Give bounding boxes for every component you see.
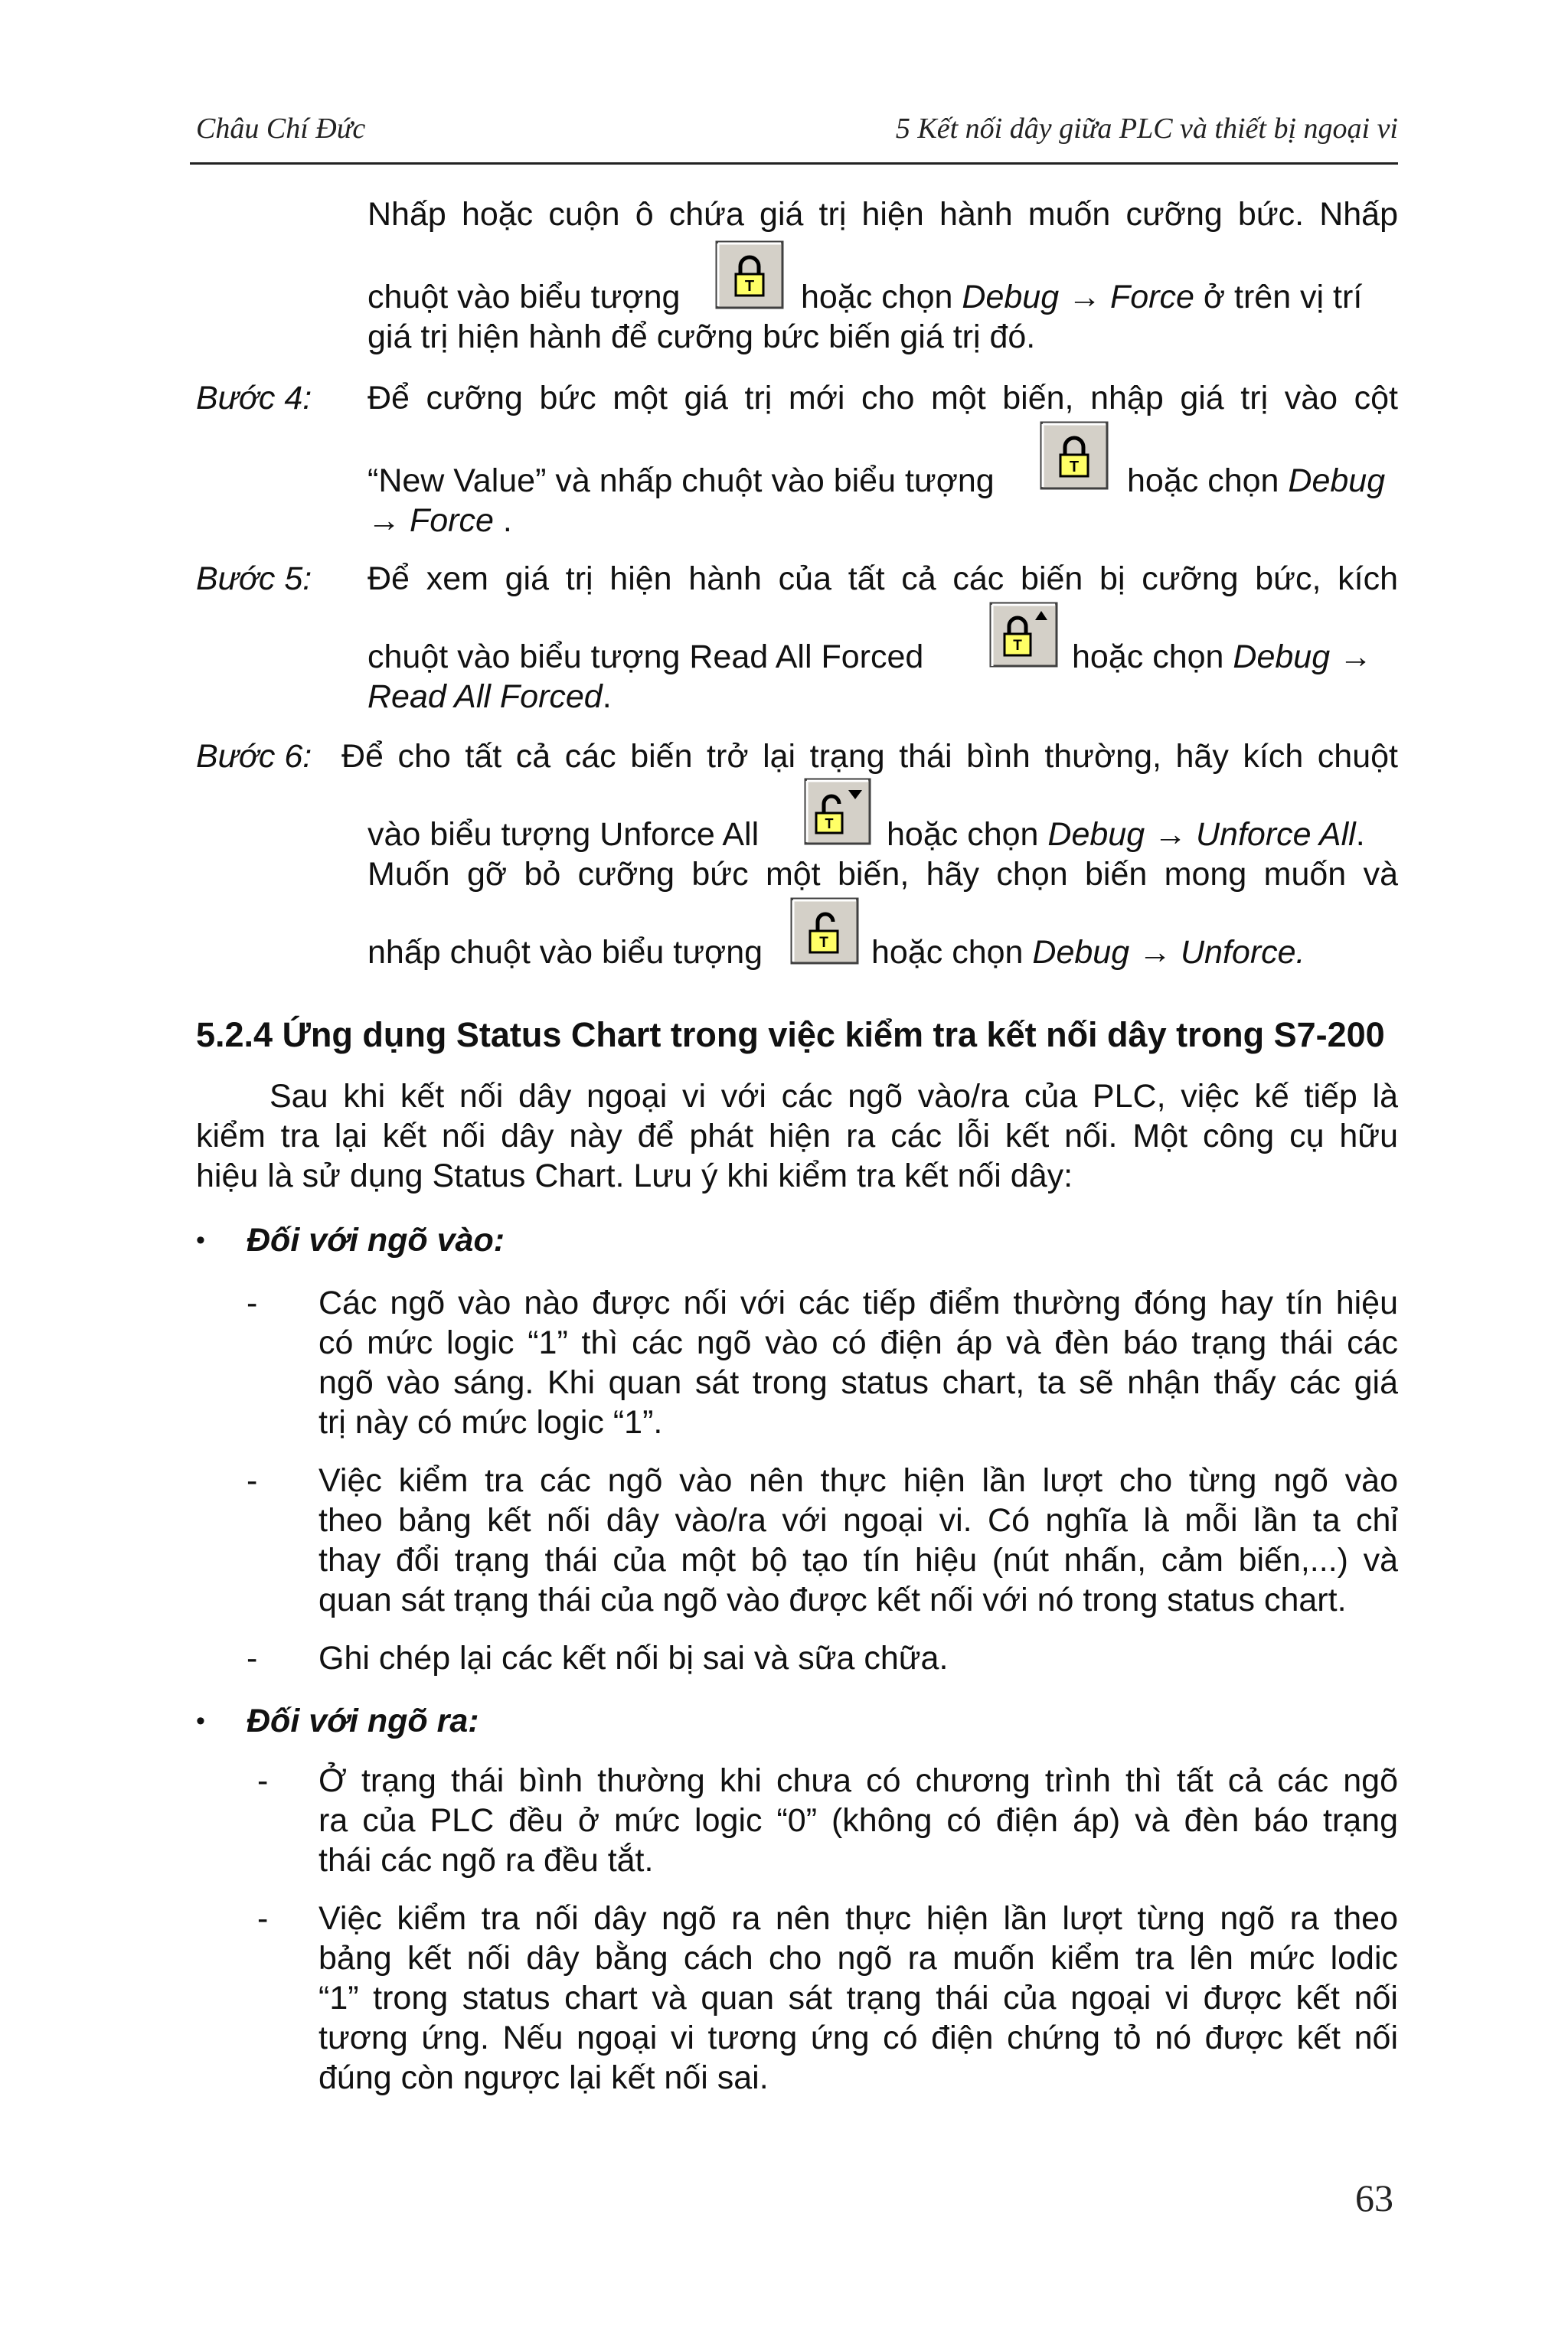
- step5-line1: Để xem giá trị hiện hành của tất cả các biến bị cưỡng bức, kích: [368, 560, 1398, 597]
- step4-menu-item: → Force: [368, 502, 494, 539]
- step5-menu-item: Read All Forced: [368, 678, 603, 715]
- step3-line2-cont: [801, 277, 1362, 317]
- outputs-item2-line: “1” trong status chart và quan sát trạng thái của ngoại vi được kết nối: [318, 1980, 1398, 2017]
- inputs-item1-line: có mức logic “1” thì các ngõ vào có điện áp và đèn báo trạng thái các: [318, 1324, 1398, 1361]
- step4-line3-tail: .: [493, 502, 512, 539]
- step5-line3-tail: .: [602, 678, 612, 715]
- step6-line1: Để cho tất cả các biến trở lại trạng thái bình thường, hãy kích chuột: [341, 738, 1398, 775]
- step4-line2-cont: [1127, 461, 1385, 501]
- inputs-title: Đối với ngõ vào:: [247, 1222, 505, 1259]
- step3-line2-text: chuột vào biểu tượng: [368, 279, 681, 315]
- outputs-item2-line: đúng còn ngược lại kết nối sai.: [318, 2059, 769, 2096]
- step5-line2-text: chuột vào biểu tượng Read All Forced: [368, 638, 924, 675]
- step3-or-choose: hoặc chọn: [801, 279, 962, 315]
- outputs-item1-line: ra của PLC đều ở mức logic “0” (không có điện áp) và đèn báo trạng: [318, 1802, 1398, 1839]
- inputs-item2-line: Việc kiểm tra các ngõ vào nên thực hiện lần lượt cho từng ngõ vào: [318, 1462, 1398, 1499]
- inputs-dash-3: -: [247, 1640, 258, 1677]
- inputs-item1-line: Các ngõ vào nào được nối với các tiếp điểm thường đóng hay tín hiệu: [318, 1285, 1398, 1321]
- section-heading: 5.2.4 Ứng dụng Status Chart trong việc kiểm tra kết nối dây trong S7-200: [196, 1015, 1385, 1054]
- header-rule: [190, 162, 1398, 165]
- step3-line3: giá trị hiện hành để cưỡng bức biến giá trị đó.: [368, 318, 1036, 355]
- step5-or-choose: hoặc chọn: [1072, 638, 1233, 675]
- step3-line2-tail: ở trên vị trí: [1194, 279, 1363, 315]
- step6-menu-path-2: Debug → Unforce.: [1032, 934, 1305, 971]
- step6-menu-path: Debug → Unforce All: [1047, 816, 1356, 853]
- inputs-item2-line: quan sát trạng thái của ngõ vào được kết nối với nó trong status chart.: [318, 1582, 1347, 1618]
- step5-label: Bước 5:: [196, 560, 312, 597]
- step6-line2-tail: .: [1355, 816, 1365, 853]
- step6-line2-text: vào biểu tượng Unforce All: [368, 816, 760, 853]
- svg-text:T: T: [1013, 638, 1022, 654]
- step4-line2-text: “New Value” và nhấp chuột vào biểu tượng: [368, 462, 995, 499]
- outputs-item1-line: thái các ngõ ra đều tắt.: [318, 1842, 654, 1879]
- svg-text:T: T: [825, 816, 834, 831]
- inputs-dash-2: -: [247, 1462, 258, 1499]
- intro-line1: Sau khi kết nối dây ngoại vi với các ngõ vào/ra của PLC, việc kế tiếp là: [270, 1078, 1398, 1115]
- step6-or-choose-2: hoặc chọn: [871, 934, 1033, 971]
- step6-line2-cont: [887, 815, 1365, 854]
- step3-line1: Nhấp hoặc cuộn ô chứa giá trị hiện hành muốn cưỡng bức. Nhấp: [368, 196, 1398, 233]
- inputs-item2-line: theo bảng kết nối dây vào/ra với ngoại vi. Có nghĩa là mỗi lần ta chỉ: [318, 1502, 1398, 1539]
- inputs-item1-line: ngõ vào sáng. Khi quan sát trong status chart, ta sẽ nhận thấy các giá: [318, 1364, 1398, 1401]
- step5-line2-cont: [1072, 637, 1372, 677]
- step6-label: Bước 6:: [196, 738, 312, 775]
- svg-text:T: T: [1069, 459, 1080, 475]
- intro-line3: hiệu là sử dụng Status Chart. Lưu ý khi kiểm tra kết nối dây:: [196, 1158, 1073, 1194]
- unforce-all-icon[interactable]: [804, 778, 871, 845]
- step4-label: Bước 4:: [196, 380, 312, 416]
- outputs-item1-line: Ở trạng thái bình thường khi chưa có chương trình thì tất cả các ngõ: [318, 1762, 1398, 1799]
- step6-line4-text: nhấp chuột vào biểu tượng: [368, 934, 763, 971]
- outputs-dash-2: -: [257, 1900, 269, 1937]
- outputs-title: Đối với ngõ ra:: [247, 1703, 479, 1739]
- outputs-item2-line: tương ứng. Nếu ngoại vi tương ứng có điện chứng tỏ nó được kết nối: [318, 2020, 1398, 2056]
- outputs-dash-1: -: [257, 1762, 269, 1799]
- bullet-inputs: •: [196, 1226, 205, 1255]
- step5-line3: [368, 677, 612, 717]
- svg-text:T: T: [819, 935, 828, 951]
- step4-line3: [368, 501, 512, 540]
- step6-line4-cont: [871, 932, 1305, 972]
- step3-menu-path: Debug → Force: [962, 279, 1194, 315]
- header-author: Châu Chí Đức: [196, 113, 366, 145]
- header-chapter: 5 Kết nối dây giữa PLC và thiết bị ngoại vi: [895, 113, 1398, 145]
- svg-text:T: T: [744, 278, 755, 295]
- bullet-outputs: •: [196, 1706, 205, 1736]
- read-all-forced-icon[interactable]: [989, 602, 1058, 668]
- unforce-icon[interactable]: [790, 897, 859, 965]
- step6-line3: Muốn gỡ bỏ cưỡng bức một biến, hãy chọn biến mong muốn và: [368, 856, 1398, 893]
- inputs-dash-1: -: [247, 1285, 258, 1321]
- page-number: 63: [1355, 2177, 1393, 2219]
- lock-force-icon[interactable]: [715, 240, 784, 309]
- outputs-item2-line: bảng kết nối dây bằng cách cho ngõ ra muốn kiểm tra lên mức lodic: [318, 1940, 1398, 1977]
- inputs-item1-line: trị này có mức logic “1”.: [318, 1404, 663, 1441]
- inputs-item3-line: Ghi chép lại các kết nối bị sai và sữa chữa.: [318, 1640, 949, 1677]
- step4-or-choose: hoặc chọn: [1127, 462, 1289, 499]
- lock-force-icon[interactable]: [1040, 421, 1109, 490]
- step4-line1: Để cưỡng bức một giá trị mới cho một biến, nhập giá trị vào cột: [368, 380, 1398, 416]
- intro-line2: kiểm tra lại kết nối dây này để phát hiện ra các lỗi kết nối. Một công cụ hữu: [196, 1118, 1398, 1154]
- outputs-item2-line: Việc kiểm tra nối dây ngõ ra nên thực hiện lần lượt từng ngõ ra theo: [318, 1900, 1398, 1937]
- step6-or-choose: hoặc chọn: [887, 816, 1048, 853]
- step4-menu: Debug: [1288, 462, 1386, 499]
- inputs-item2-line: thay đổi trạng thái của một bộ tạo tín hiệu (nút nhấn, cảm biến,...) và: [318, 1542, 1398, 1579]
- step5-menu: Debug →: [1233, 638, 1373, 675]
